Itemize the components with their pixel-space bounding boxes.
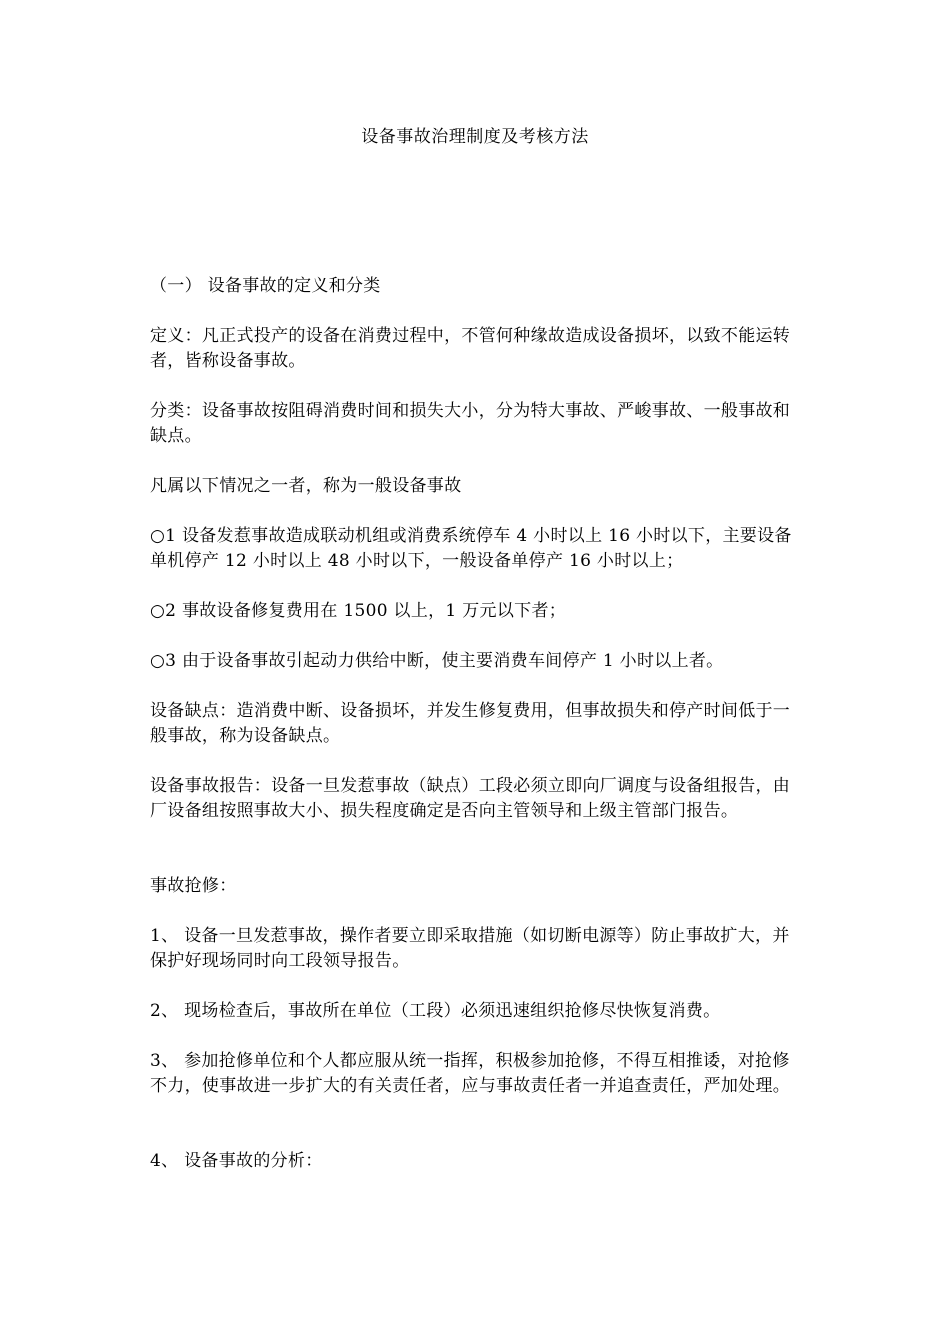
- paragraph-general-accident-intro: 凡属以下情况之一者，称为一般设备事故: [150, 476, 462, 496]
- paragraph-emergency-repair-heading: 事故抢修：: [150, 876, 237, 896]
- list-item-condition-1: ○1 设备发惹事故造成联动机组或消费系统停车 4 小时以上 16 小时以下，主要设备单机停产 12 小时以上 48 小时以下，一般设备单停产 16 小时以上；: [150, 526, 792, 571]
- paragraph-classification: 分类：设备事故按阻碍消费时间和损失大小，分为特大事故、严峻事故、一般事故和缺点。: [150, 401, 791, 446]
- list-item-repair-2: 2、 现场检查后，事故所在单位（工段）必须迅速组织抢修尽快恢复消费。: [150, 1001, 721, 1021]
- list-item-repair-1: 1、 设备一旦发惹事故，操作者要立即采取措施（如切断电源等）防止事故扩大，并保护好现场同时向工段领导报告。: [150, 926, 790, 971]
- paragraph-accident-report: 设备事故报告：设备一旦发惹事故（缺点）工段必须立即向厂调度与设备组报告，由厂设备组按照事故大小、损失程度确定是否向主管领导和上级主管部门报告。: [150, 776, 791, 821]
- list-item-condition-3: ○3 由于设备事故引起动力供给中断，使主要消费车间停产 1 小时以上者。: [150, 651, 724, 671]
- list-item-repair-4: 4、 设备事故的分析：: [150, 1151, 323, 1171]
- section-heading-definition: （一） 设备事故的定义和分类: [150, 276, 381, 296]
- document-title: 设备事故治理制度及考核方法: [361, 127, 589, 147]
- paragraph-definition: 定义：凡正式投产的设备在消费过程中，不管何种缘故造成设备损坏，以致不能运转者，皆称设备事故。: [150, 326, 791, 371]
- list-item-condition-2: ○2 事故设备修复费用在 1500 以上，1 万元以下者；: [150, 601, 567, 621]
- list-item-repair-3: 3、 参加抢修单位和个人都应服从统一指挥，积极参加抢修，不得互相推诿，对抢修不力，使事故进一步扩大的有关责任者，应与事故责任者一并追查责任，严加处理。: [150, 1051, 791, 1096]
- paragraph-equipment-defect: 设备缺点：造消费中断、设备损坏，并发生修复费用，但事故损失和停产时间低于一般事故，称为设备缺点。: [150, 701, 791, 746]
